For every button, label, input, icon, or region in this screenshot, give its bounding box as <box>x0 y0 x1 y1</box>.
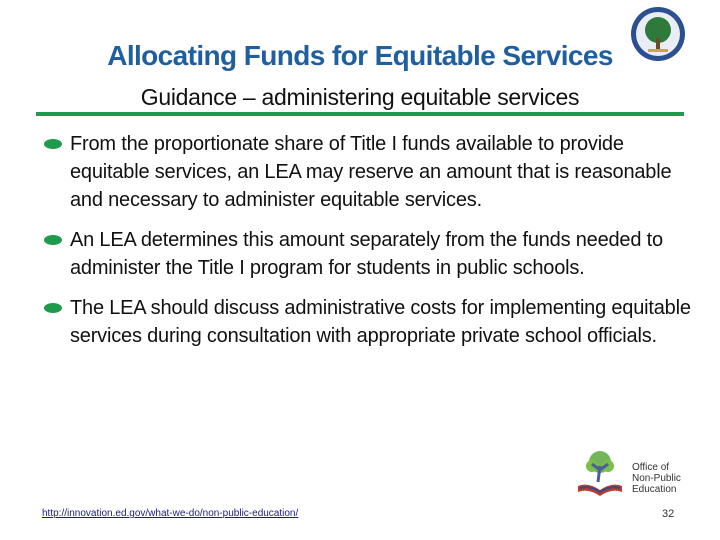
page-number: 32 <box>662 508 675 520</box>
bullet-icon <box>44 139 62 149</box>
bullet-item <box>42 294 692 350</box>
bullet-item <box>42 226 692 282</box>
slide-subtitle: Guidance – administering equitable services <box>140 84 580 110</box>
bullet-text: The LEA should discuss administrative costs for implementing equitable services during consultation with appropriate private school officials. <box>70 297 691 347</box>
logo-text <box>632 462 681 495</box>
slide-title: Allocating Funds for Equitable Services <box>107 40 613 71</box>
bullet-icon <box>44 235 62 245</box>
logo-text-line: Non-Public <box>632 473 681 484</box>
bullet-text: From the proportionate share of Title I funds available to provide equitable services, an LEA may reserve an amount that is reasonable and necessary to administer equitable services. <box>70 133 672 211</box>
bullet-item <box>42 130 692 214</box>
bullet-list <box>42 130 692 362</box>
footer-link[interactable]: http://innovation.ed.gov/what-we-do/non-public-education/ <box>42 508 299 519</box>
logo-text-line: Office of <box>632 462 670 473</box>
logo-text-line: Education <box>632 484 677 495</box>
bullet-icon <box>44 303 62 313</box>
bullet-text: An LEA determines this amount separately from the funds needed to administer the Title I program for students in public schools. <box>70 229 663 279</box>
title-divider <box>36 112 684 116</box>
